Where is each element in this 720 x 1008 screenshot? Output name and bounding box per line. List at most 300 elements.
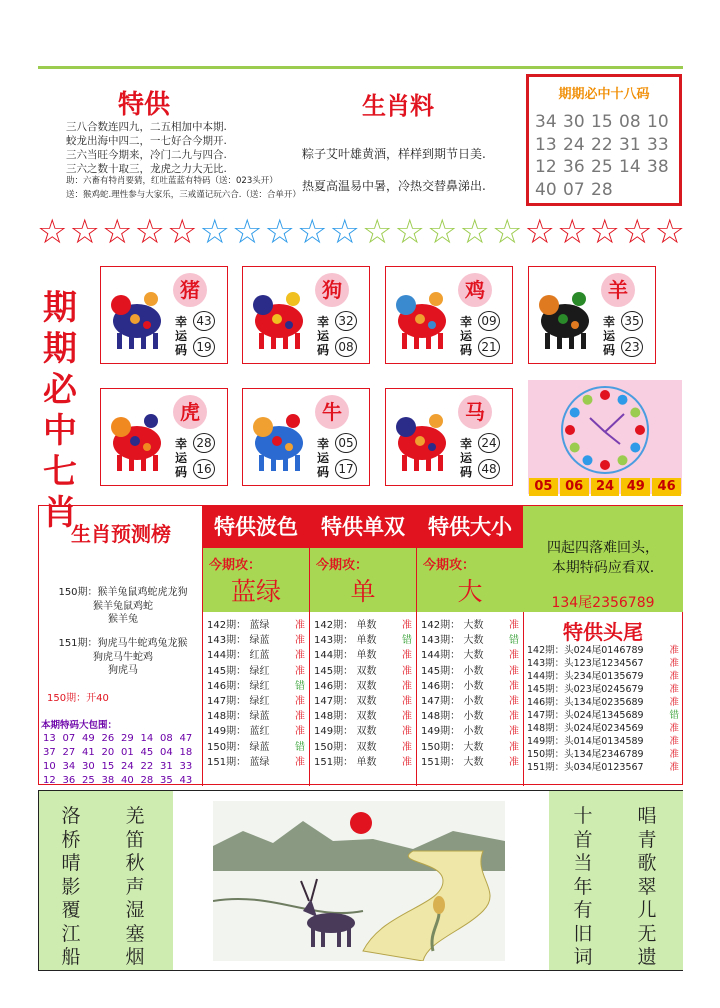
period: 143期： — [207, 635, 247, 647]
star-icon: ☆ — [394, 212, 425, 252]
poem-char: 唱 — [637, 805, 657, 827]
ranking-title: 生肖预测榜 — [71, 522, 171, 546]
star-icon: ☆ — [297, 212, 328, 252]
result-badge: 准 — [669, 684, 679, 695]
zodiac-name: 虎 — [173, 395, 207, 429]
prediction: 小数 — [463, 665, 484, 677]
result-badge: 错 — [295, 741, 305, 753]
history-rows — [207, 618, 305, 770]
column-header: 特供单双 — [310, 506, 416, 548]
period: 142期： — [207, 620, 247, 631]
lucky-number-label — [175, 437, 191, 479]
star-icon: ☆ — [589, 212, 620, 252]
poem-char: 旧 — [573, 922, 593, 945]
history-row — [207, 664, 305, 679]
lucky-number: 24 — [478, 433, 500, 453]
title-char: 七 — [43, 452, 77, 492]
prediction: 蓝绿 — [249, 756, 270, 768]
clock-number: 05 — [529, 478, 558, 496]
lucky-number: 09 — [478, 311, 500, 331]
history-row — [314, 648, 412, 663]
head-tail-title: 特供头尾 — [563, 620, 643, 644]
zodiac-name: 牛 — [315, 395, 349, 429]
goat-papercut-icon — [537, 277, 593, 355]
head-tail-row — [527, 696, 679, 709]
head-tail-row — [527, 761, 679, 774]
period: 142期： — [421, 620, 461, 631]
lucky-number: 21 — [478, 337, 500, 357]
result-badge: 准 — [669, 736, 679, 747]
poem-char: 遗 — [637, 946, 657, 968]
ranking-150 — [43, 586, 203, 627]
luck-char: 幸 — [317, 437, 330, 451]
result-badge: 准 — [509, 741, 519, 753]
zodiac-name: 羊 — [601, 273, 635, 307]
result-badge: 错 — [295, 680, 305, 692]
result-badge: 准 — [669, 762, 679, 773]
clock-dot — [618, 395, 628, 405]
number-cell: 34 — [535, 112, 557, 132]
shengxiao-title: 生肖料 — [362, 92, 434, 120]
goat-landscape-icon — [213, 801, 505, 961]
period: 143期： — [421, 635, 461, 647]
result-badge: 准 — [295, 665, 305, 677]
result-badge: 准 — [295, 711, 305, 723]
prediction: 大数 — [463, 756, 484, 768]
prediction: 单数 — [356, 620, 377, 631]
number-cell: 07 — [563, 179, 585, 200]
attack-value: 单 — [350, 577, 376, 606]
lucky-number-label — [460, 315, 476, 357]
period: 147期： — [207, 696, 247, 708]
pack-number: 28 — [140, 775, 154, 786]
prediction: 红蓝 — [249, 650, 270, 662]
star-icon: ☆ — [557, 212, 588, 252]
head-tail-text: 148期：头024尾0234569 — [527, 723, 644, 734]
history-row — [421, 709, 519, 724]
history-row — [421, 679, 519, 694]
result-badge: 准 — [509, 665, 519, 677]
prediction: 绿蓝 — [249, 635, 270, 647]
pack-number: 37 — [43, 747, 56, 758]
result-badge: 准 — [402, 650, 412, 662]
pack-number: 13 — [43, 733, 56, 744]
history-row — [314, 755, 412, 770]
luck-char: 运 — [317, 329, 330, 343]
luck-char: 运 — [317, 451, 330, 465]
clock-number: 24 — [591, 478, 620, 496]
head-tail-text: 142期：头024尾0146789 — [527, 645, 644, 656]
attack-label: 今期攻： — [316, 558, 369, 573]
tiger-papercut-icon — [109, 399, 165, 477]
hint-text — [523, 538, 683, 578]
number-cell: 40 — [535, 179, 557, 200]
number-cell: 08 — [619, 112, 641, 132]
result-badge: 错 — [669, 710, 679, 721]
period: 146期： — [207, 680, 247, 692]
head-tail-text: 146期：头134尾0235689 — [527, 697, 644, 708]
tegong-verse — [66, 120, 296, 176]
clock-dot — [630, 408, 640, 418]
head-tail-text: 144期：头234尾0135679 — [527, 671, 644, 682]
prediction-table — [38, 505, 683, 785]
poem-char: 船 — [61, 946, 81, 968]
note-line: 送：猴鸡蛇.理性参与大家乐，三戒谨记玩六合.（送：合单开） — [66, 190, 301, 200]
period: 151期： — [207, 756, 247, 768]
poem-char: 塞 — [125, 922, 145, 945]
zodiac-name: 鸡 — [458, 273, 492, 307]
luck-char: 码 — [175, 465, 188, 479]
verse-line: 三六当旺今期来，冷门二九与四合. — [66, 149, 227, 161]
head-tail-row — [527, 683, 679, 696]
poem-char: 词 — [573, 946, 593, 968]
pack-number: 08 — [160, 733, 173, 744]
star-icon: ☆ — [427, 212, 458, 252]
period: 150期： — [421, 741, 461, 753]
period: 149期： — [207, 726, 247, 738]
star-icon: ☆ — [199, 212, 230, 252]
history-row — [207, 618, 305, 633]
clock-icon — [528, 380, 682, 480]
pack-number: 40 — [121, 775, 134, 786]
verse-line: 三八合数连四九，二五相加中本期. — [66, 121, 227, 133]
eighteen-numbers-grid — [535, 111, 679, 201]
lucky-number: 23 — [621, 337, 643, 357]
luck-char: 幸 — [317, 315, 330, 329]
pack-number: 38 — [101, 775, 115, 786]
verse-line: 粽子艾叶雄黄酒，样样到期节日美. — [302, 147, 486, 161]
pack-number: 07 — [62, 733, 76, 744]
dog-papercut-icon — [251, 277, 307, 355]
poem-char: 无 — [637, 922, 657, 945]
number-cell: 12 — [535, 157, 557, 177]
prediction: 蓝红 — [249, 726, 270, 738]
history-row — [207, 740, 305, 755]
prediction: 双数 — [356, 665, 377, 677]
pack-number: 18 — [179, 747, 193, 758]
period: 142期： — [314, 620, 354, 631]
title-char: 肖 — [43, 493, 77, 533]
period: 144期： — [207, 650, 247, 662]
result-badge: 错 — [509, 635, 519, 647]
pack-number: 41 — [82, 747, 95, 758]
clock-dot — [570, 443, 580, 453]
pack-number: 34 — [62, 761, 76, 772]
ranking-open-result: 150期：开40 — [47, 693, 109, 704]
history-rows — [314, 618, 412, 770]
period: 145期： — [207, 665, 247, 677]
history-row — [421, 694, 519, 709]
number-cell: 13 — [535, 134, 557, 155]
head-tail-row — [527, 644, 679, 657]
result-badge: 准 — [295, 696, 305, 708]
result-badge: 准 — [295, 635, 305, 647]
result-badge: 准 — [295, 620, 305, 631]
result-badge: 准 — [509, 650, 519, 662]
eighteen-numbers-box — [526, 74, 682, 206]
period: 149期： — [421, 726, 461, 738]
number-cell: 14 — [619, 157, 641, 177]
result-badge: 准 — [402, 756, 412, 768]
luck-char: 运 — [460, 329, 473, 343]
clock-dot — [583, 395, 593, 405]
pack-number: 10 — [43, 761, 56, 772]
period: 148期： — [314, 711, 354, 723]
pack-number: 14 — [140, 733, 154, 744]
right-poem-panel — [549, 791, 683, 970]
number-cell: 24 — [563, 134, 585, 155]
result-badge: 准 — [509, 696, 519, 708]
result-badge: 准 — [509, 680, 519, 692]
head-tail-row — [527, 748, 679, 761]
result-badge: 准 — [669, 671, 679, 682]
poem-char: 翠 — [637, 875, 657, 898]
column-header: 特供波色 — [203, 506, 309, 548]
history-row — [314, 694, 412, 709]
attack-value: 大 — [457, 577, 483, 606]
result-badge: 准 — [402, 665, 412, 677]
poem-char: 洛 — [61, 805, 81, 827]
poem-char: 羌 — [125, 805, 145, 827]
ranking-line: 猴羊兔 — [108, 614, 138, 625]
result-badge: 准 — [669, 749, 679, 760]
prediction: 单数 — [356, 635, 377, 647]
eighteen-numbers-title: 期期必中十八码 — [558, 87, 650, 102]
result-badge: 错 — [402, 635, 412, 647]
lucky-number-label — [175, 315, 191, 357]
head-tail-row — [527, 657, 679, 670]
poem-char: 歌 — [637, 852, 657, 874]
prediction: 双数 — [356, 741, 377, 753]
pack-number: 29 — [121, 733, 134, 744]
note-line: 助：六畜有特肖要猜，红吐蓝蓝有特码（送：023头开） — [66, 176, 278, 186]
lucky-number-label — [317, 437, 333, 479]
verse-line: 三六之数十取三，龙虎之力大无比. — [66, 163, 227, 175]
result-badge: 准 — [295, 756, 305, 768]
lucky-number-label — [317, 315, 333, 357]
clock-dot — [635, 425, 645, 435]
clock-numbers — [528, 478, 682, 496]
luck-char: 幸 — [175, 437, 188, 451]
history-row — [207, 724, 305, 739]
prediction: 大数 — [463, 620, 484, 631]
period: 146期： — [421, 680, 461, 692]
result-badge: 准 — [509, 756, 519, 768]
poem-char: 青 — [637, 828, 657, 851]
prediction: 双数 — [356, 680, 377, 692]
pack-number: 04 — [160, 747, 173, 758]
luck-char: 运 — [603, 329, 616, 343]
pack-number: 33 — [179, 761, 193, 772]
luck-char: 运 — [460, 451, 473, 465]
poem-char: 江 — [61, 922, 81, 945]
history-row — [314, 709, 412, 724]
clock-number: 46 — [652, 478, 681, 496]
tegong-title: 特供 — [118, 90, 171, 120]
head-tail-text: 151期：头034尾0123567 — [527, 762, 644, 773]
prediction: 小数 — [463, 696, 484, 708]
clock-number: 49 — [621, 478, 650, 496]
head-tail-text: 149期：头014尾0134589 — [527, 736, 644, 747]
star-icon: ☆ — [69, 212, 100, 252]
star-icon: ☆ — [524, 212, 555, 252]
history-row — [421, 633, 519, 648]
luck-char: 幸 — [175, 315, 188, 329]
column-2 — [310, 506, 417, 786]
result-badge: 准 — [402, 696, 412, 708]
zodiac-card-1 — [100, 266, 228, 364]
result-badge: 准 — [402, 726, 412, 738]
head-tail-row — [527, 735, 679, 748]
landscape-illustration — [213, 801, 505, 961]
history-row — [314, 633, 412, 648]
prediction: 小数 — [463, 726, 484, 738]
number-cell: 38 — [647, 157, 669, 177]
poem-char: 有 — [573, 899, 593, 921]
history-row — [207, 679, 305, 694]
prediction: 小数 — [463, 680, 484, 692]
history-row — [421, 618, 519, 633]
pack-number: 12 — [43, 775, 56, 786]
luck-char: 码 — [175, 343, 188, 357]
poem-char: 影 — [61, 875, 81, 898]
title-char: 必 — [43, 370, 77, 410]
lucky-number: 43 — [193, 311, 215, 331]
top-divider — [38, 66, 683, 69]
poem-char: 笛 — [125, 828, 145, 851]
result-badge: 准 — [509, 711, 519, 723]
poem-column — [635, 805, 659, 970]
result-badge: 准 — [295, 726, 305, 738]
zodiac-name: 狗 — [315, 273, 349, 307]
lucky-number-label — [460, 437, 476, 479]
history-row — [207, 648, 305, 663]
luck-char: 码 — [460, 465, 473, 479]
star-icon: ☆ — [329, 212, 360, 252]
clock-dot — [600, 460, 610, 470]
poem-char: 桥 — [61, 828, 81, 851]
history-row — [421, 648, 519, 663]
prediction: 小数 — [463, 711, 484, 723]
head-tail-text: 147期：头024尾1345689 — [527, 710, 644, 721]
number-cell: 28 — [591, 179, 613, 200]
pack-number: 43 — [179, 775, 193, 786]
ranking-line: 150期：猴羊兔鼠鸡蛇虎龙狗 — [58, 587, 188, 598]
poem-char: 覆 — [61, 899, 81, 921]
result-badge: 准 — [509, 620, 519, 631]
pack-number: 01 — [121, 747, 134, 758]
history-row — [314, 664, 412, 679]
number-cell: 30 — [563, 112, 585, 132]
verse-line: 蛟龙出海中四二，一七好合今期开. — [66, 135, 227, 147]
period: 144期： — [314, 650, 354, 662]
result-badge: 准 — [669, 645, 679, 656]
lucky-number: 17 — [335, 459, 357, 479]
attack-panel — [203, 548, 309, 612]
lucky-number: 32 — [335, 311, 357, 331]
history-row — [207, 633, 305, 648]
poem-char: 首 — [573, 828, 593, 851]
prediction: 单数 — [356, 650, 377, 662]
period: 148期： — [421, 711, 461, 723]
prediction: 绿蓝 — [249, 741, 270, 753]
pack-number: 15 — [101, 761, 115, 772]
zodiac-card-4 — [528, 266, 656, 364]
ox-papercut-icon — [251, 399, 307, 477]
head-tail-text: 145期：头023尾0245679 — [527, 684, 644, 695]
hint-line: 四起四落难回头， — [547, 540, 659, 556]
head-tail-row — [527, 709, 679, 722]
seven-zodiac-title — [40, 288, 80, 534]
column-1 — [203, 506, 310, 786]
period: 151期： — [314, 756, 354, 768]
period: 149期： — [314, 726, 354, 738]
result-badge: 准 — [669, 697, 679, 708]
history-row — [314, 740, 412, 755]
title-char: 中 — [43, 411, 77, 451]
star-icon: ☆ — [232, 212, 263, 252]
result-badge: 准 — [295, 650, 305, 662]
ranking-line: 狗虎马 — [108, 665, 138, 676]
prediction: 大数 — [463, 650, 484, 662]
tail-numbers: 134尾2356789 — [551, 595, 655, 611]
luck-char: 码 — [603, 343, 616, 357]
period: 147期： — [421, 696, 461, 708]
luck-char: 运 — [175, 451, 188, 465]
attack-panel — [310, 548, 416, 612]
number-cell: 25 — [591, 157, 613, 177]
history-row — [314, 724, 412, 739]
pack-title: 本期特码大包围： — [41, 720, 118, 731]
result-badge: 准 — [402, 620, 412, 631]
prediction: 绿红 — [249, 665, 270, 677]
zodiac-name: 马 — [458, 395, 492, 429]
clock-panel — [528, 380, 682, 494]
history-row — [421, 755, 519, 770]
double-hint-panel — [523, 506, 683, 612]
pack-number: 31 — [160, 761, 173, 772]
period: 147期： — [314, 696, 354, 708]
rooster-papercut-icon — [394, 277, 450, 355]
pack-number: 27 — [62, 747, 76, 758]
attack-label: 今期攻： — [423, 558, 476, 573]
column-3 — [417, 506, 524, 786]
pack-number: 47 — [179, 733, 193, 744]
luck-char: 幸 — [603, 315, 616, 329]
tegong-notes — [66, 174, 316, 202]
lucky-number-label — [603, 315, 619, 357]
head-tail-rows — [527, 644, 679, 774]
star-row — [36, 212, 686, 252]
lucky-number: 35 — [621, 311, 643, 331]
column-header: 特供大小 — [417, 506, 523, 548]
clock-dot — [600, 390, 610, 400]
pack-number: 35 — [160, 775, 173, 786]
pack-number: 24 — [121, 761, 134, 772]
number-cell: 15 — [591, 112, 613, 132]
zodiac-name: 猪 — [173, 273, 207, 307]
pack-number: 26 — [101, 733, 115, 744]
lucky-number: 48 — [478, 459, 500, 479]
result-badge: 准 — [669, 658, 679, 669]
period: 151期： — [421, 756, 461, 768]
poem-char: 儿 — [637, 899, 657, 921]
lucky-number: 19 — [193, 337, 215, 357]
prediction: 双数 — [356, 696, 377, 708]
prediction: 大数 — [463, 635, 484, 647]
prediction: 双数 — [356, 711, 377, 723]
result-badge: 准 — [669, 723, 679, 734]
